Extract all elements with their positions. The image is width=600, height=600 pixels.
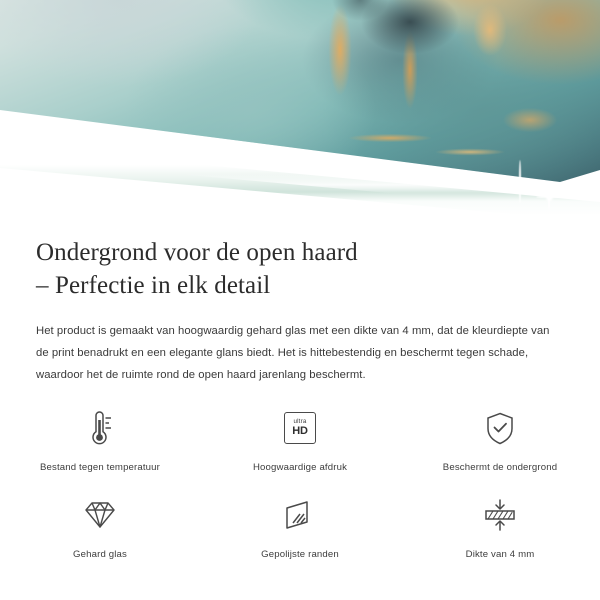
feature-item-tempered-glass bbox=[0, 485, 200, 560]
shield-check-icon bbox=[473, 404, 527, 452]
feature-item-temperature bbox=[0, 398, 200, 473]
ultra-hd-badge-bottom: HD bbox=[292, 425, 308, 438]
page-title bbox=[36, 236, 564, 302]
marble-art-surface bbox=[0, 0, 600, 222]
ultra-hd-icon bbox=[273, 404, 327, 452]
feature-grid bbox=[0, 398, 600, 560]
polished-edges-icon bbox=[273, 491, 327, 539]
ultra-hd-badge-top: ultra bbox=[293, 417, 307, 425]
diamond-icon bbox=[73, 491, 127, 539]
feature-item-polished-edges bbox=[200, 485, 400, 560]
sparkle-icon bbox=[536, 184, 562, 210]
feature-item-surface-protection bbox=[400, 398, 600, 473]
feature-item-print-quality bbox=[200, 398, 400, 473]
feature-label: Gehard glas bbox=[73, 549, 127, 560]
feature-label: Hoogwaardige afdruk bbox=[252, 462, 348, 473]
headline-line-2: – Perfectie in elk detail bbox=[36, 272, 271, 299]
hero-image bbox=[0, 0, 600, 222]
feature-label: Bestand tegen temperatuur bbox=[39, 462, 161, 473]
text-content bbox=[0, 222, 600, 386]
feature-label: Beschermt de ondergrond bbox=[442, 462, 558, 473]
thermometer-icon bbox=[73, 404, 127, 452]
body-paragraph: Het product is gemaakt van hoogwaardig gehard glas met een dikte van 4 mm, dat de kleurdiepte van de print benadrukt en een elegante glans biedt. Het is hittebestendig en beschermt tegen schade, waardoor het de ruimte rond de open haard jarenlang beschermt. bbox=[36, 325, 550, 382]
headline-line-1: Ondergrond voor de open haard bbox=[36, 239, 358, 266]
feature-item-thickness bbox=[400, 485, 600, 560]
feature-label: Gepolijste randen bbox=[261, 549, 339, 560]
thickness-4mm-icon bbox=[473, 491, 527, 539]
feature-label: Dikte van 4 mm bbox=[465, 549, 535, 560]
